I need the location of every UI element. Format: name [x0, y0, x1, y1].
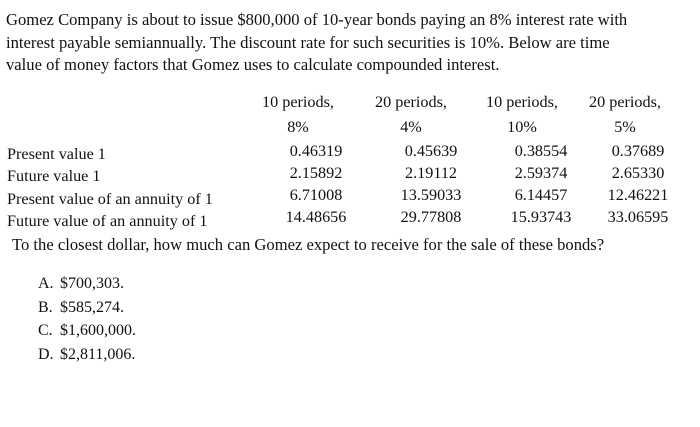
row-label-pv-annuity: Present value of an annuity of 1: [7, 190, 213, 208]
table-cell: 29.77808: [400, 208, 462, 226]
table-cell: 13.59033: [400, 186, 462, 204]
table-cell: 6.14457: [514, 186, 568, 204]
question-line: Gomez Company is about to issue $800,000 of 10-year bonds paying an 8% interest rate with: [6, 10, 628, 29]
table-cell: 14.48656: [285, 208, 347, 226]
option-text: $2,811,006.: [60, 345, 136, 363]
answer-options: [38, 272, 136, 366]
table-cell: 15.93743: [510, 208, 572, 226]
table-cell: 6.71008: [289, 186, 343, 204]
row-label-present-value: Present value 1: [7, 145, 106, 163]
answer-option-a[interactable]: [38, 272, 136, 296]
row-label-fv-annuity: Future value of an annuity of 1: [7, 212, 208, 230]
table-cell: 2.65330: [611, 164, 665, 182]
table-cell: 0.38554: [514, 142, 568, 160]
row-label-future-value: Future value 1: [7, 167, 101, 185]
question-line: value of money factors that Gomez uses to calculate compounded interest.: [6, 55, 500, 74]
table-cell: 12.46221: [607, 186, 669, 204]
column-header-periods: 20 periods,: [375, 93, 447, 111]
column-header-rate: 8%: [287, 118, 309, 136]
question-prompt: To the closest dollar, how much can Gomez expect to receive for the sale of these bonds?: [12, 235, 605, 254]
table-cell: 2.59374: [514, 164, 568, 182]
column-header-rate: 4%: [400, 118, 422, 136]
table-cell: 33.06595: [607, 208, 669, 226]
option-letter: A.: [38, 275, 54, 292]
column-header-periods: 10 periods,: [262, 93, 334, 111]
answer-option-b[interactable]: [38, 296, 136, 320]
table-cell: 0.37689: [611, 142, 665, 160]
option-letter: C.: [38, 322, 53, 339]
option-text: $1,600,000.: [60, 322, 136, 339]
column-header-rate: 5%: [614, 118, 636, 136]
option-text: $585,274.: [60, 298, 124, 316]
column-header-periods: 10 periods,: [486, 93, 558, 111]
column-header-rate: 10%: [507, 118, 537, 136]
answer-option-c[interactable]: [38, 319, 136, 343]
column-header-periods: 20 periods,: [589, 93, 661, 111]
table-cell: 2.19112: [404, 164, 458, 182]
question-line: interest payable semiannually. The discount rate for such securities is 10%. Below are time: [6, 32, 610, 52]
option-letter: B.: [38, 298, 53, 316]
table-cell: 0.45639: [404, 142, 458, 160]
answer-option-d[interactable]: [38, 343, 136, 367]
table-cell: 2.15892: [289, 164, 343, 182]
table-cell: 0.46319: [289, 142, 343, 160]
option-text: $700,303.: [60, 275, 124, 292]
option-letter: D.: [38, 345, 54, 363]
